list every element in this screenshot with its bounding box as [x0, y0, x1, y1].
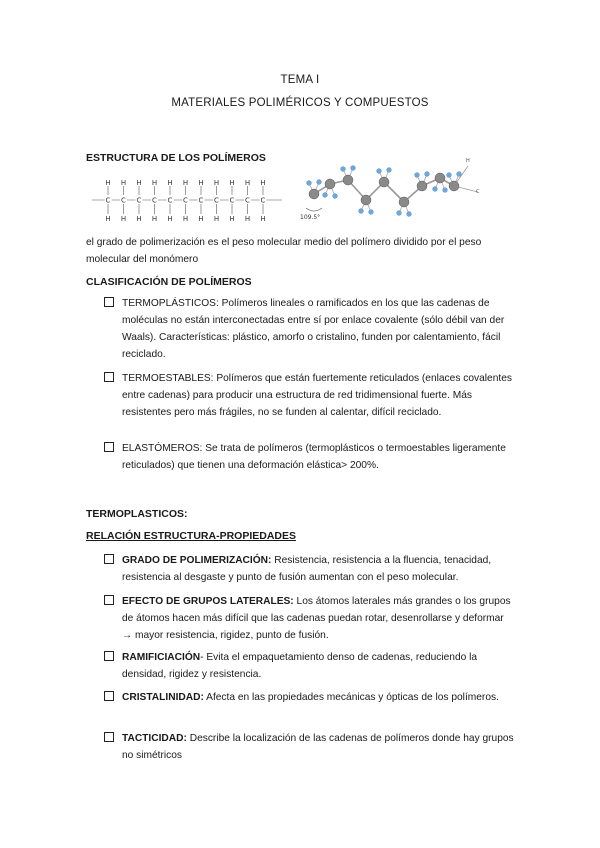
chain-atom-h: H — [136, 215, 142, 223]
chain-atom-h: H — [229, 179, 235, 187]
page-title: MATERIALES POLIMÉRICOS Y COMPUESTOS — [171, 97, 429, 109]
property-text: Afecta en las propiedades mecánicas y ópticas de los polímeros. — [203, 692, 499, 703]
chain-atom-h: H — [151, 179, 158, 187]
property-text: Describe la localización de las cadenas de polímeros donde hay grupos no simétricos — [122, 733, 514, 761]
polymerization-paragraph: el grado de polimerización es el peso molecular medio del polímero dividido por el peso molecular del monómero — [86, 237, 482, 265]
carbon-atom — [435, 173, 445, 183]
hydrogen-atom — [457, 172, 462, 177]
model-c-label: C — [476, 189, 480, 195]
property-item — [122, 593, 514, 644]
chain-atom-h: H — [213, 215, 220, 223]
carbon-atom — [361, 195, 371, 205]
hydrogen-atom — [397, 211, 402, 216]
termoestables-item: TERMOESTABLES: Polímeros que están fuertemente reticulados (enlaces covalentes entre cadenas) para producir una estructura de red tridimensional fuerte. Más resistentes pero más frágiles, no se funden al calentar, difícil reciclado. — [122, 373, 512, 418]
hydrogen-atom — [359, 209, 364, 214]
chain-atom-h: H — [105, 179, 111, 187]
chain-atom-h: H — [213, 179, 220, 187]
hydrogen-atom — [317, 180, 322, 185]
property-term: TACTICIDAD: — [122, 733, 187, 744]
chain-atom-h: H — [105, 215, 111, 223]
chain-atom-c: C — [198, 196, 204, 205]
carbon-atom — [449, 181, 459, 191]
property-item — [122, 649, 514, 683]
property-item — [122, 552, 514, 586]
chain-atom-h: H — [244, 215, 251, 223]
chain-atom-h: H — [198, 179, 204, 187]
chain-atom-c: C — [183, 196, 188, 205]
chain-atom-c: C — [229, 196, 235, 205]
hydrogen-atom — [341, 167, 346, 172]
hydrogen-atom — [443, 188, 448, 193]
hydrogen-atom — [323, 193, 328, 198]
property-term: CRISTALINIDAD: — [122, 692, 204, 703]
carbon-atom — [309, 189, 319, 199]
chain-atom-c: C — [245, 196, 250, 205]
ball-and-stick-model — [296, 156, 492, 226]
elastomeros-item: ELASTÓMEROS: Se trata de polímeros (termoplásticos o termoestables ligeramente reticulados) que tienen una deformación elástica> 200%. — [122, 443, 506, 471]
model-h-label: H — [466, 158, 470, 164]
chain-atom-h: H — [120, 215, 127, 223]
angle-label: 109.5° — [300, 214, 321, 221]
chain-atom-c: C — [214, 196, 219, 205]
property-item — [122, 689, 514, 706]
property-term: RAMIFICIACIÓN — [122, 652, 201, 663]
hydrogen-atom — [447, 173, 452, 178]
carbon-atom — [399, 197, 409, 207]
termoplasticos-heading: TERMOPLASTICOS: — [86, 508, 188, 520]
carbon-atom — [417, 181, 427, 191]
chain-atom-h: H — [182, 179, 189, 187]
chain-atom-h: H — [182, 215, 189, 223]
property-term: EFECTO DE GRUPOS LATERALES: — [122, 596, 294, 607]
hydrogen-atom — [407, 212, 412, 217]
chain-atom-c: C — [260, 196, 266, 205]
hydrogen-atom — [425, 172, 430, 177]
termoplasticos-item: TERMOPLÁSTICOS: Polímeros lineales o ramificados en los que las cadenas de moléculas no están interconectadas entre sí por enlace covalente (sólo débil van der Waals). Características: plástico, amorfo o cristalino, funden por calentamiento, fácil reciclado. — [122, 298, 505, 360]
property-term: GRADO DE POLIMERIZACIÓN: — [122, 555, 272, 566]
polyethylene-chain-diagram — [92, 176, 282, 224]
angle-arc — [306, 208, 322, 211]
hydrogen-atom — [351, 166, 356, 171]
clasificacion-heading: CLASIFICACIÓN DE POLÍMEROS — [86, 276, 252, 288]
hydrogen-atom — [387, 168, 392, 173]
carbon-atom — [325, 179, 335, 189]
carbon-atom — [379, 177, 389, 187]
chain-atom-h: H — [260, 179, 266, 187]
chain-atom-h: H — [244, 179, 251, 187]
property-item — [122, 730, 514, 764]
tema-label: TEMA I — [280, 74, 320, 86]
property-text: Resistencia, resistencia a la fluencia, tenacidad, resistencia al desgaste y punto de fusión aumentan con el peso molecular. — [122, 555, 492, 583]
chain-atom-c: C — [136, 196, 142, 205]
estructura-heading: ESTRUCTURA DE LOS POLÍMEROS — [86, 152, 266, 164]
chain-atom-c: C — [152, 196, 157, 205]
chain-atom-c: C — [167, 196, 173, 205]
chain-atom-h: H — [136, 179, 142, 187]
chain-atom-c: C — [121, 196, 126, 205]
hydrogen-atom — [415, 173, 420, 178]
chain-atom-h: H — [167, 215, 173, 223]
chain-atom-h: H — [151, 215, 158, 223]
relacion-subheading: RELACIÓN ESTRUCTURA-PROPIEDADES — [86, 530, 297, 542]
chain-atom-c: C — [105, 196, 111, 205]
hydrogen-atom — [377, 169, 382, 174]
chain-atom-h: H — [198, 215, 204, 223]
hydrogen-atom — [307, 181, 312, 186]
carbon-atom — [343, 175, 353, 185]
chain-atom-h: H — [229, 215, 235, 223]
chain-atom-h: H — [260, 215, 266, 223]
chain-atom-h: H — [167, 179, 173, 187]
property-text: - Evita el empaquetamiento denso de cadenas, reduciendo la densidad, rigidez y resistencia. — [122, 652, 478, 680]
hydrogen-atom — [333, 194, 338, 199]
hydrogen-atom — [369, 210, 374, 215]
property-text: Los átomos laterales más grandes o los grupos de átomos hacen más difícil que las cadenas puedan rotar, desenrollarse y deformar → mayor resistencia, rigidez, punto de fusión. — [122, 596, 511, 641]
hydrogen-atom — [433, 187, 438, 192]
chain-atom-h: H — [120, 179, 127, 187]
